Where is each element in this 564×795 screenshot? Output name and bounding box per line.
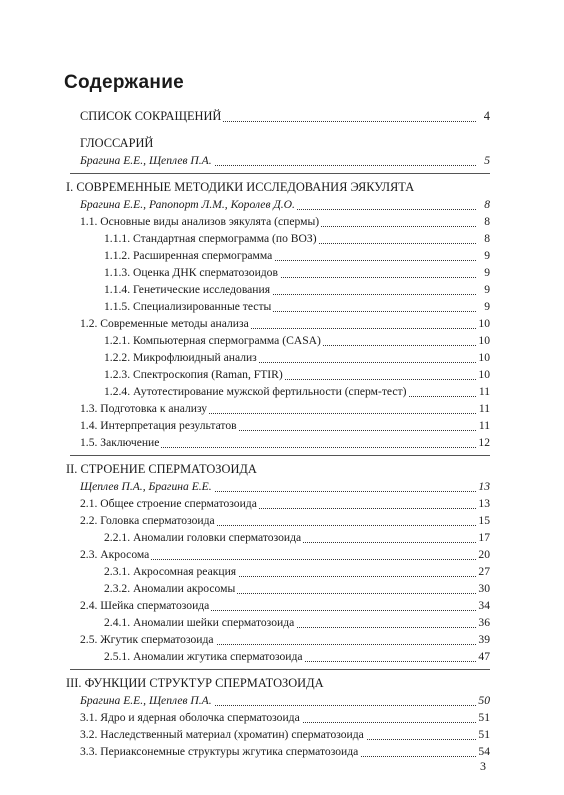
toc-entry-page: 12 [478, 436, 490, 449]
toc-entry-label: 1.3. Подготовка к анализу [66, 402, 209, 415]
toc-entry-page: 9 [484, 283, 490, 296]
toc-entry[interactable] [66, 247, 490, 264]
toc-entry-label: 1.2.3. Спектроскопия (Raman, FTIR) [66, 368, 285, 381]
toc-entry-label: 2.5.1. Аномалии жгутика сперматозоида [66, 650, 305, 663]
toc-entry-page: 50 [478, 694, 490, 707]
toc-entry-label: 2.3. Акросома [66, 548, 151, 561]
toc-entry[interactable] [66, 726, 490, 743]
toc-entry-label: 3.1. Ядро и ядерная оболочка сперматозоида [66, 711, 302, 724]
section-divider [70, 455, 490, 456]
toc-entry-page: 13 [478, 480, 490, 493]
toc-entry[interactable] [66, 400, 490, 417]
toc-entry-label: 1.4. Интерпретация результатов [66, 419, 239, 432]
toc-entry-page: 10 [478, 351, 490, 364]
toc-entry-page: 8 [484, 215, 490, 228]
toc-entry-label: 1.5. Заключение [66, 436, 161, 449]
toc-entry[interactable] [66, 108, 490, 125]
toc-entry-page: 27 [478, 565, 490, 578]
toc-entry-label: 3.2. Наследственный материал (хроматин) сперматозоида [66, 728, 366, 741]
toc-entry-page: 34 [478, 599, 490, 612]
toc-entry-page: 10 [478, 368, 490, 381]
toc-section-heading: II. СТРОЕНИЕ СПЕРМАТОЗОИДА [66, 462, 257, 476]
toc-entry-page: 8 [484, 198, 490, 211]
toc-entry[interactable] [66, 597, 490, 614]
toc-entry-label: 2.4.1. Аномалии шейки сперматозоида [66, 616, 296, 629]
toc-entry-page: 8 [484, 232, 490, 245]
toc-entry-page: 10 [478, 334, 490, 347]
toc-entry-label: 2.1. Общее строение сперматозоида [66, 497, 259, 510]
toc-entry-authors[interactable] [66, 478, 490, 495]
toc-entry[interactable] [66, 213, 490, 230]
toc-entry[interactable] [66, 230, 490, 247]
toc-entry[interactable] [66, 580, 490, 597]
toc-entry-page: 20 [478, 548, 490, 561]
toc-entry-label: 1.1.3. Оценка ДНК сперматозоидов [66, 266, 280, 279]
toc-entry-label: 3.3. Периаксонемные структуры жгутика сперматозоида [66, 745, 360, 758]
toc-entry-label: 2.4. Шейка сперматозоида [66, 599, 211, 612]
toc-entry[interactable] [66, 648, 490, 665]
toc-entry[interactable] [66, 546, 490, 563]
toc-entry[interactable] [66, 315, 490, 332]
toc-entry-label: 1.2. Современные методы анализа [66, 317, 251, 330]
toc-entry-page: 36 [478, 616, 490, 629]
toc-entry[interactable] [66, 512, 490, 529]
toc-entry-authors[interactable] [66, 196, 490, 213]
toc-entry-label: 1.1.1. Стандартная спермограмма (по ВОЗ) [66, 232, 319, 245]
toc-entry-page: 39 [478, 633, 490, 646]
toc-entry-label: 1.2.1. Компьютерная спермограмма (CASA) [66, 334, 323, 347]
toc-entry[interactable] [66, 349, 490, 366]
toc-entry-authors[interactable] [66, 692, 490, 709]
toc-section-heading: ГЛОССАРИЙ [66, 134, 490, 152]
toc-entry-label: 1.1.4. Генетические исследования [66, 283, 272, 296]
toc-entry-page: 9 [484, 266, 490, 279]
toc-entry-page: 10 [478, 317, 490, 330]
toc-entry[interactable] [66, 495, 490, 512]
toc-entry-page: 4 [483, 109, 490, 123]
toc-section-heading: III. ФУНКЦИИ СТРУКТУР СПЕРМАТОЗОИДА [66, 676, 324, 690]
toc-entry-label: 1.2.2. Микрофлюидный анализ [66, 351, 259, 364]
toc-entry-page: 47 [478, 650, 490, 663]
section-divider [70, 669, 490, 670]
toc-entry-label: СПИСОК СОКРАЩЕНИЙ [66, 109, 223, 123]
toc-entry[interactable] [66, 529, 490, 546]
toc-entry-page: 5 [484, 154, 490, 167]
toc-entry[interactable] [66, 281, 490, 298]
toc-entry-label: Брагина Е.Е., Рапопорт Л.М., Королев Д.О. [66, 198, 297, 211]
toc-entry[interactable] [66, 743, 490, 760]
toc-entry-label: Брагина Е.Е., Щеплев П.А. [66, 154, 214, 167]
toc-entry-label: 1.2.4. Аутотестирование мужской фертильности (сперм-тест) [66, 385, 408, 398]
page-number: 3 [480, 759, 486, 773]
toc-entry-label: 2.3.2. Аномалии акросомы [66, 582, 237, 595]
section-divider [70, 173, 490, 174]
toc-entry[interactable] [66, 383, 490, 400]
toc-entry-label: 2.5. Жгутик сперматозоида [66, 633, 216, 646]
toc-entry-label: Брагина Е.Е., Щеплев П.А. [66, 694, 214, 707]
toc-entry-label: 2.2.1. Аномалии головки сперматозоида [66, 531, 303, 544]
toc-entry-label: 2.2. Головка сперматозоида [66, 514, 217, 527]
toc-entry-page: 51 [478, 728, 490, 741]
toc-entry-label: 1.1.2. Расширенная спермограмма [66, 249, 274, 262]
toc-entry-authors[interactable] [66, 152, 490, 169]
toc-entry[interactable] [66, 614, 490, 631]
toc-entry[interactable] [66, 563, 490, 580]
toc-entry-label: 1.1. Основные виды анализов эякулята (спермы) [66, 215, 321, 228]
toc-entry-page: 51 [478, 711, 490, 724]
toc-entry[interactable] [66, 434, 490, 451]
toc-entry-label: 2.3.1. Акросомная реакция [66, 565, 238, 578]
toc-entry-page: 11 [478, 402, 490, 415]
table-of-contents [66, 108, 490, 760]
page-title: Содержание [64, 72, 185, 93]
toc-entry-page: 11 [478, 385, 490, 398]
toc-entry-page: 15 [478, 514, 490, 527]
toc-entry-label: 1.1.5. Специализированные тесты [66, 300, 273, 313]
toc-entry-page: 9 [484, 249, 490, 262]
toc-entry[interactable] [66, 332, 490, 349]
toc-entry-page: 30 [478, 582, 490, 595]
toc-entry-page: 13 [478, 497, 490, 510]
toc-entry[interactable] [66, 709, 490, 726]
toc-entry[interactable] [66, 366, 490, 383]
toc-entry-page: 9 [484, 300, 490, 313]
toc-entry-label: Щеплев П.А., Брагина Е.Е. [66, 480, 214, 493]
toc-entry[interactable] [66, 631, 490, 648]
toc-section-heading: I. СОВРЕМЕННЫЕ МЕТОДИКИ ИССЛЕДОВАНИЯ ЭЯКУЛЯТА [66, 180, 415, 194]
toc-entry[interactable] [66, 264, 490, 281]
toc-entry[interactable] [66, 417, 490, 434]
toc-entry-page: 54 [478, 745, 490, 758]
toc-entry[interactable] [66, 298, 490, 315]
toc-entry-page: 11 [478, 419, 490, 432]
toc-entry-page: 17 [478, 531, 490, 544]
